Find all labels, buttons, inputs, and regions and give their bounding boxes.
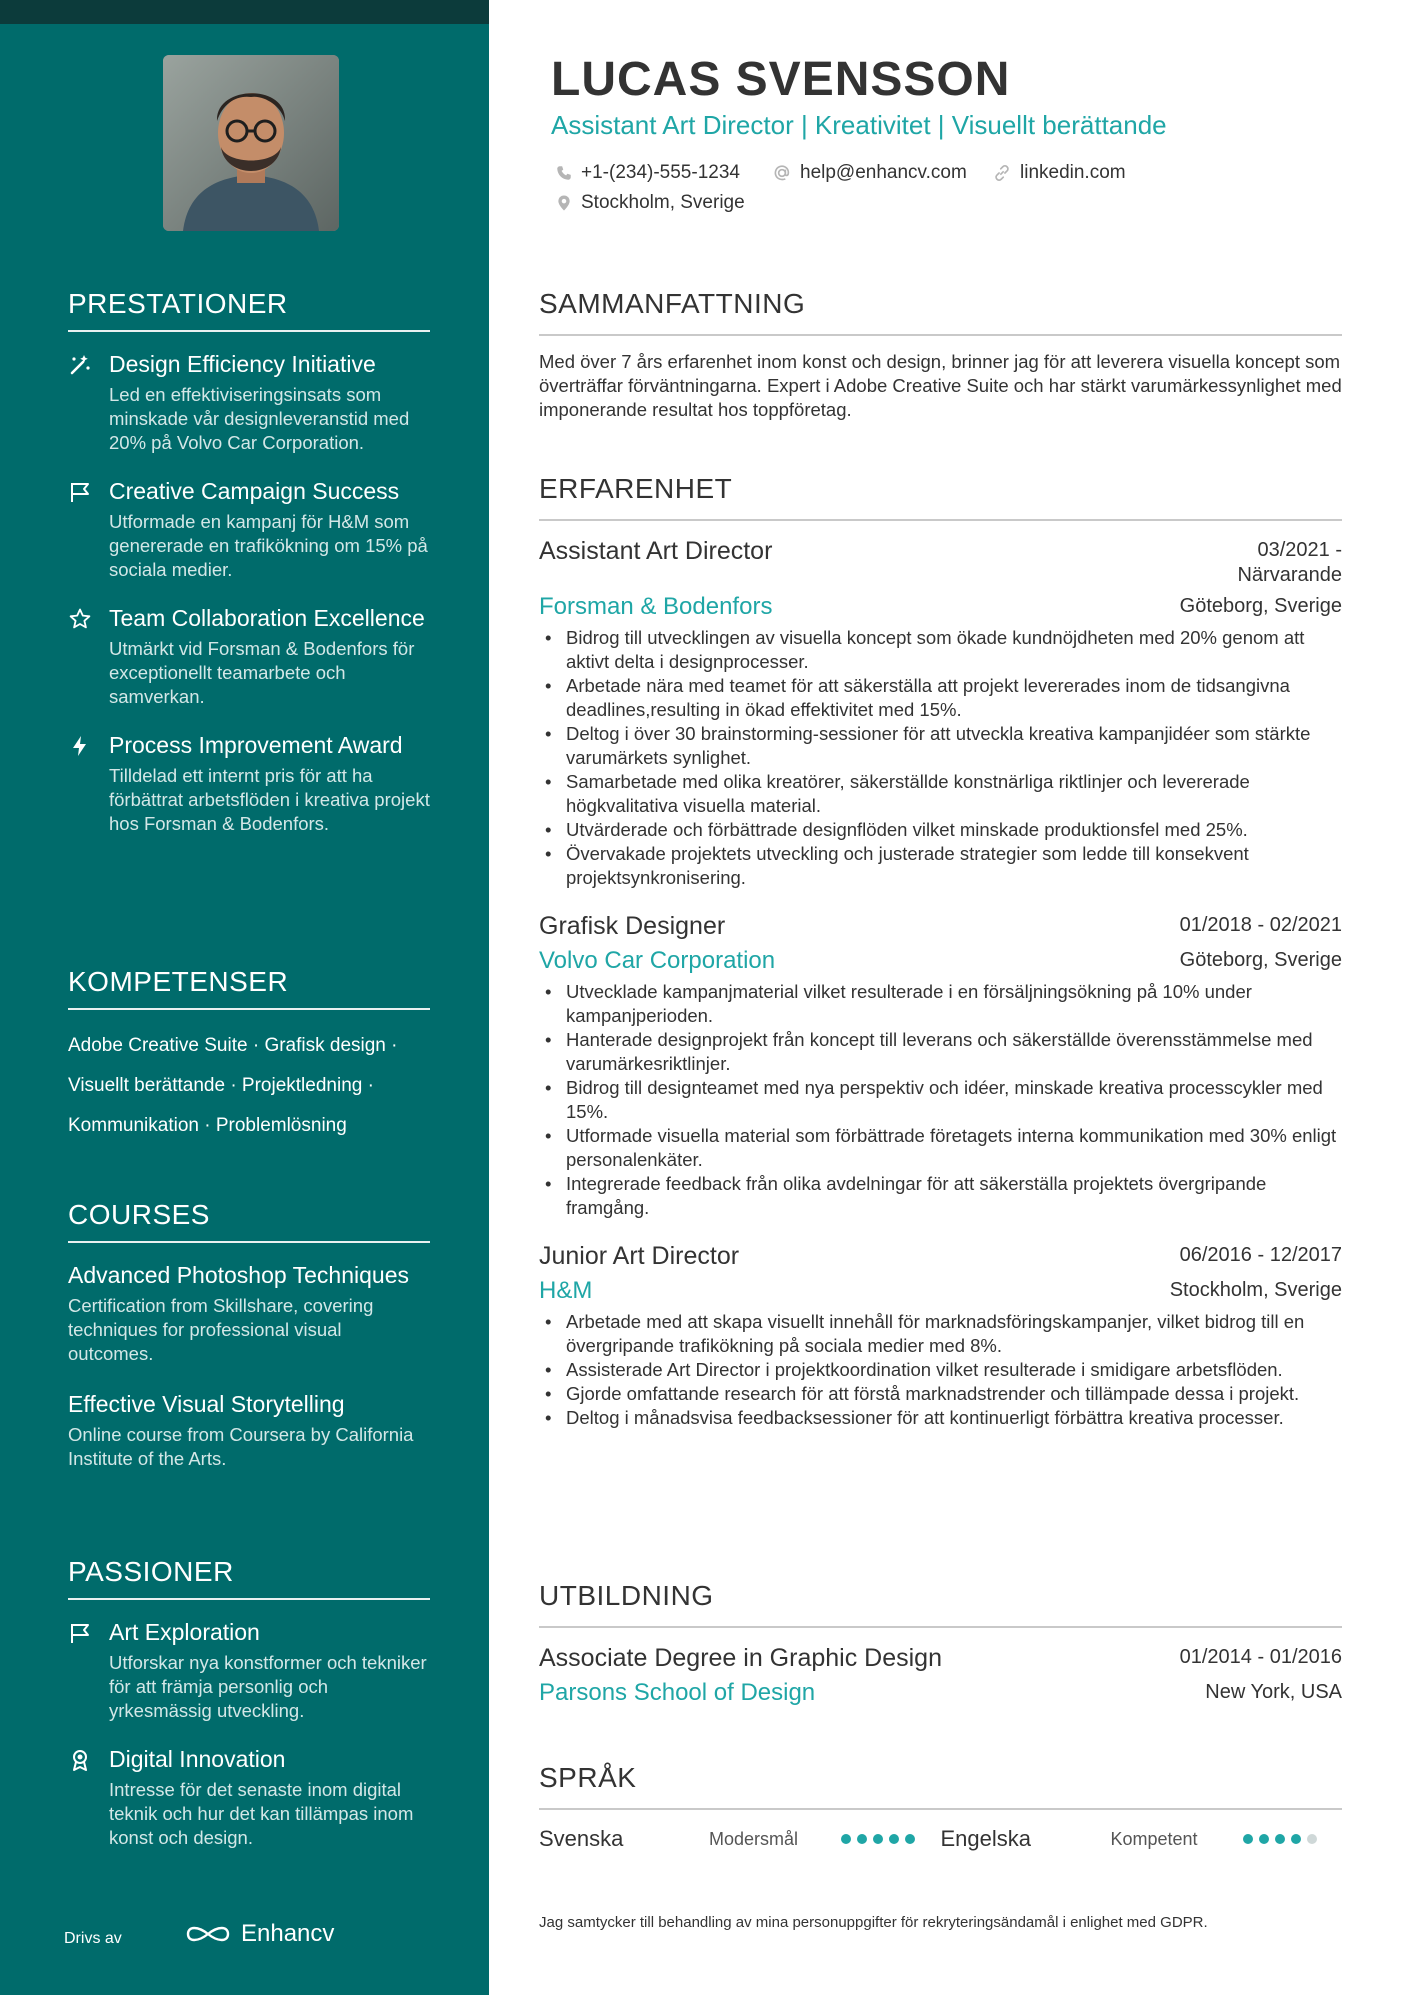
rating-dot-empty <box>1307 1834 1317 1844</box>
achievement-item <box>68 731 430 836</box>
job-dates: 01/2018 - 02/2021 <box>1179 914 1342 936</box>
candidate-name: LUCAS SVENSSON <box>551 53 1011 106</box>
email-text: help@enhancv.com <box>800 162 967 183</box>
location-pin-icon <box>555 193 573 213</box>
rating-dot-filled <box>1243 1834 1253 1844</box>
skills-line: Adobe Creative Suite · Grafisk design · <box>68 1035 398 1056</box>
courses-title: COURSES <box>68 1199 430 1243</box>
education-dates: 01/2014 - 01/2016 <box>1179 1646 1342 1668</box>
job-entry <box>539 1240 1342 1430</box>
languages-section <box>539 1762 1342 1852</box>
skills-line: Visuellt berättande · Projektledning · <box>68 1075 374 1096</box>
passion-item <box>68 1618 430 1723</box>
job-entry <box>539 535 1342 890</box>
summary-title: SAMMANFATTNING <box>539 288 1342 336</box>
language-level: Kompetent <box>1110 1828 1198 1849</box>
job-bullets <box>539 626 1342 890</box>
passion-desc: Utforskar nya konstformer och tekniker för att främja personlig och yrkesmässig utveckling. <box>109 1652 427 1721</box>
phone-icon <box>555 164 573 182</box>
achievement-item <box>68 477 430 582</box>
achievement-desc: Tilldelad ett internt pris för att ha förbättrat arbetsflöden i kreativa projekt hos Forsman & Bodenfors. <box>109 765 430 834</box>
profile-photo-image <box>163 55 339 231</box>
job-bullet: • Deltog i över 30 brainstorming-sessioner för att utveckla kreativa kampanjidéer som stärkte varumärkets synlighet. <box>539 722 1342 770</box>
education-degree: Associate Degree in Graphic Design <box>539 1644 942 1672</box>
job-bullet: • Utvärderade och förbättrade designflöden vilket minskade produktionsfel med 25%. <box>539 818 1342 842</box>
skills-title: KOMPETENSER <box>68 966 430 1010</box>
languages-title: SPRÅK <box>539 1762 1342 1810</box>
rating-dot-filled <box>1259 1834 1269 1844</box>
passion-desc: Intresse för det senaste inom digital teknik och hur det kan tillämpas inom konst och design. <box>109 1779 414 1848</box>
star-icon <box>68 607 92 631</box>
languages-row <box>539 1826 1342 1852</box>
language-name: Engelska <box>940 1826 1032 1851</box>
job-bullet: • Integrerade feedback från olika avdelningar för att säkerställa projektets övergripande framgång. <box>539 1172 1342 1220</box>
job-role: Assistant Art Director <box>539 537 773 565</box>
courses-section <box>68 1199 430 1471</box>
achievement-title: Creative Campaign Success <box>109 478 400 504</box>
rating-dot-filled <box>841 1834 851 1844</box>
language-level: Modersmål <box>709 1828 799 1849</box>
achievement-title: Team Collaboration Excellence <box>109 605 425 631</box>
education-location: New York, USA <box>1205 1681 1342 1703</box>
job-location: Stockholm, Sverige <box>1169 1279 1342 1301</box>
phone-text: +1-(234)-555-1234 <box>581 162 740 183</box>
candidate-tagline: Assistant Art Director | Kreativitet | Visuellt berättande <box>551 110 1167 140</box>
course-desc: Certification from Skillshare, covering techniques for professional visual outcomes. <box>68 1295 374 1364</box>
location-text: Stockholm, Sverige <box>581 192 745 213</box>
job-bullet: • Arbetade med att skapa visuellt innehåll för marknadsföringskampanjer, vilket bidrog till en övergripande trafikökning på sociala medier med 8%. <box>539 1310 1342 1358</box>
sidebar-top-bar <box>0 0 489 24</box>
achievement-title: Process Improvement Award <box>109 732 403 758</box>
education-school[interactable]: Parsons School of Design <box>539 1679 816 1706</box>
skills-section <box>68 966 430 1146</box>
experience-section <box>539 473 1342 1430</box>
course-item <box>68 1390 430 1471</box>
powered-by-label: Drivs av <box>64 1930 122 1947</box>
summary-text: Med över 7 års erfarenhet inom konst och design, brinner jag för att leverera visuella koncept som överträffar förväntningarna. Expert i Adobe Creative Suite och har stärkt varumärkessynlighet med imponerande resultat hos toppföretag. <box>539 351 1342 420</box>
language-item <box>941 1826 1343 1852</box>
job-location: Göteborg, Sverige <box>1179 949 1342 971</box>
link-icon <box>992 163 1012 183</box>
brand-name: Enhancv <box>241 1920 335 1947</box>
job-bullet: • Arbetade nära med teamet för att säkerställa att projekt levererades inom de tidsangivna deadlines,resulting in ökad effektivitet med 15%. <box>539 674 1342 722</box>
passions-title: PASSIONER <box>68 1556 430 1600</box>
rating-dot-filled <box>1275 1834 1285 1844</box>
sidebar <box>0 0 489 1995</box>
achievement-item <box>68 604 430 709</box>
job-company[interactable]: H&M <box>539 1277 593 1304</box>
passions-section <box>68 1556 430 1850</box>
language-item <box>539 1826 941 1852</box>
course-title: Advanced Photoshop Techniques <box>68 1262 410 1288</box>
job-dates: 03/2021 - Närvarande <box>1237 539 1342 586</box>
job-bullet: • Deltog i månadsvisa feedbacksessioner för att kontinuerligt förbättra kreativa processer. <box>539 1406 1342 1430</box>
course-item <box>68 1261 430 1366</box>
flag-icon <box>68 1621 92 1645</box>
achievement-desc: Led en effektiviseringsinsats som minskade vår designleveranstid med 20% på Volvo Car Corporation. <box>109 384 410 453</box>
education-entry <box>539 1642 1342 1708</box>
job-bullet: • Hanterade designprojekt från koncept till leverans och säkerställde överensstämmelse med varumärkesriktlinjer. <box>539 1028 1342 1076</box>
job-location: Göteborg, Sverige <box>1179 595 1342 617</box>
contact-email[interactable] <box>772 162 967 184</box>
rating-dot-filled <box>905 1834 915 1844</box>
rating-dot-filled <box>857 1834 867 1844</box>
language-name: Svenska <box>539 1826 624 1851</box>
job-bullet: • Bidrog till utvecklingen av visuella koncept som ökade kundnöjdheten med 20% genom att aktivt delta i designprocesser. <box>539 626 1342 674</box>
linkedin-text: linkedin.com <box>1020 162 1126 183</box>
flag-icon <box>68 480 92 504</box>
skills-list <box>68 1026 430 1146</box>
award-icon <box>68 1748 92 1772</box>
education-section <box>539 1580 1342 1708</box>
achievement-title: Design Efficiency Initiative <box>109 351 376 377</box>
job-bullets <box>539 1310 1342 1430</box>
achievements-title: PRESTATIONER <box>68 288 430 332</box>
enhancv-logo-icon <box>185 1922 231 1946</box>
job-bullet: • Assisterade Art Director i projektkoordination vilket resulterade i smidigare arbetsflöden. <box>539 1358 1342 1382</box>
passion-title: Digital Innovation <box>109 1746 286 1772</box>
achievement-item <box>68 350 430 455</box>
gdpr-consent-text: Jag samtycker till behandling av mina personuppgifter för rekryteringsändamål i enlighet med GDPR. <box>539 1914 1208 1931</box>
summary-section <box>539 288 1342 422</box>
profile-photo <box>163 55 339 231</box>
experience-title: ERFARENHET <box>539 473 1342 521</box>
passion-item <box>68 1745 430 1850</box>
email-at-icon <box>772 163 792 183</box>
job-bullet: • Bidrog till designteamet med nya perspektiv och idéer, minskade kreativa processcykler med 15%. <box>539 1076 1342 1124</box>
job-dates: 06/2016 - 12/2017 <box>1179 1244 1342 1266</box>
achievements-section <box>68 288 430 836</box>
job-bullet: • Övervakade projektets utveckling och justerade strategier som ledde till konsekvent projektsynkronisering. <box>539 842 1342 890</box>
rating-dot-filled <box>1291 1834 1301 1844</box>
job-bullet: • Gjorde omfattande research för att förstå marknadstrender och tillämpade dessa i projekt. <box>539 1382 1342 1406</box>
language-rating <box>841 1834 915 1844</box>
job-bullet: • Samarbetade med olika kreatörer, säkerställde konstnärliga riktlinjer och levererade högkvalitativa visuella material. <box>539 770 1342 818</box>
skills-line: Kommunikation · Problemlösning <box>68 1115 347 1136</box>
job-role: Grafisk Designer <box>539 912 726 940</box>
brand-logo[interactable] <box>185 1920 334 1948</box>
course-desc: Online course from Coursera by California Institute of the Arts. <box>68 1424 414 1469</box>
job-bullets <box>539 980 1342 1220</box>
lightning-icon <box>68 734 92 758</box>
contact-phone[interactable] <box>555 162 740 184</box>
job-role: Junior Art Director <box>539 1242 740 1270</box>
rating-dot-filled <box>873 1834 883 1844</box>
course-title: Effective Visual Storytelling <box>68 1391 345 1417</box>
education-title: UTBILDNING <box>539 1580 1342 1628</box>
job-entry <box>539 910 1342 1220</box>
job-company[interactable]: Forsman & Bodenfors <box>539 593 773 620</box>
achievement-desc: Utformade en kampanj för H&M som genererade en trafikökning om 15% på sociala medier. <box>109 511 428 580</box>
job-bullet: • Utformade visuella material som förbättrade företagets interna kommunikation med 30% enligt personalenkäter. <box>539 1124 1342 1172</box>
contact-location <box>555 192 745 214</box>
rating-dot-filled <box>889 1834 899 1844</box>
achievement-desc: Utmärkt vid Forsman & Bodenfors för exceptionellt teamarbete och samverkan. <box>109 638 415 707</box>
contact-linkedin[interactable] <box>992 162 1126 184</box>
language-rating <box>1243 1834 1317 1844</box>
job-company[interactable]: Volvo Car Corporation <box>539 947 776 974</box>
magic-wand-icon <box>68 353 92 377</box>
job-bullet: • Utvecklade kampanjmaterial vilket resulterade i en försäljningsökning på 10% under kampanjperioden. <box>539 980 1342 1028</box>
passion-title: Art Exploration <box>109 1619 260 1645</box>
